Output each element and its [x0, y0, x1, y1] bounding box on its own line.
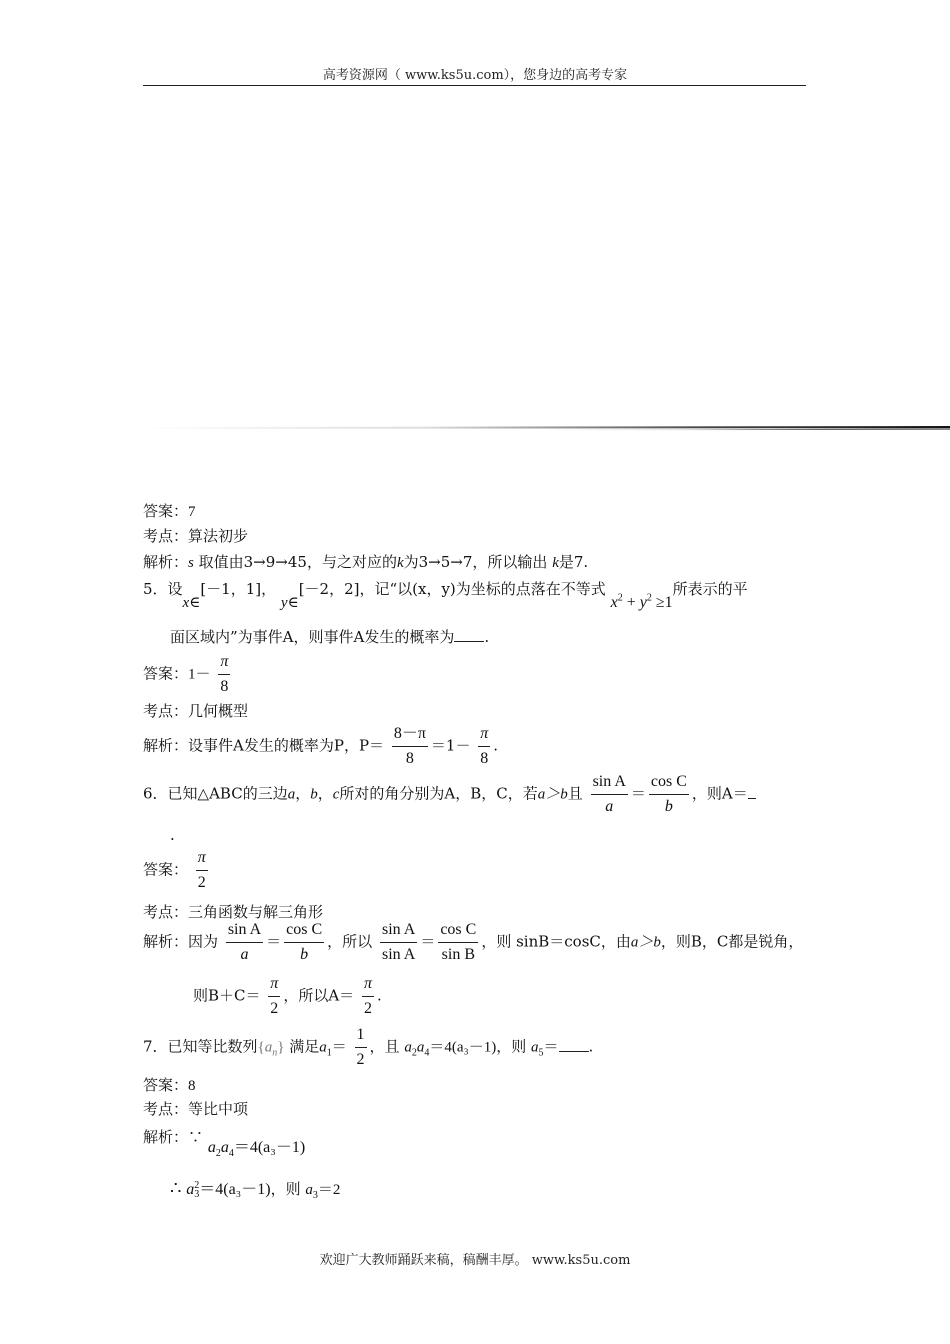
q6-analysis-line1: 解析：因为 $\frac{\text{sin A}}{a}$ ＝ $\frac{\text{cos C}}{b}$ ，所以 $\frac{\text{sin A}}{\text{sin A}}$ ＝ $\frac{\text{cos C}}{\text{sin B}}$ ，则 sinB＝cosC，由a＞b，则B，C都是锐角， [143, 921, 804, 963]
q6-stem-line1: 6．已知△ABC的三边a，b，c所对的角分别为A，B，C，若a＞b且 $\frac{\text{sin A}}{a}$ ＝ $\frac{\text{cos C}}{b}$ ，则A＝ [143, 772, 756, 817]
q5-analysis-line: 解析：设事件A发生的概率为P，P＝ $\frac{8-\pi}{8}$ ＝1－ $\frac{\pi}{8}$ . [143, 725, 499, 767]
header-rule [143, 85, 806, 86]
q7-analysis-line1: 解析：∵ $a_2a_4=4(a_3-1)$ [143, 1128, 306, 1160]
q7-stem: 7．已知等比数列$\{a_n\}$ 满足$a_1=$ $\frac{1}{2}$ ，且 $a_2a_4=4(a_3-1)$，则 $a_5=$ . [143, 1026, 594, 1068]
scan-artifact-line [143, 424, 950, 434]
q6-stem-line2: . [170, 826, 175, 844]
q5-stem-line1: 5．设x∈[－1，1]， y∈[－2，2]，记“以(x，y)为坐标的点落在不等式 $x^2 + y^2 \ge 1$所表示的平 [143, 580, 748, 611]
q4-answer-line: 答案：7 [143, 502, 196, 520]
page-header: 高考资源网（ www.ks5u.com），您身边的高考专家 [322, 68, 628, 83]
q4-topic-line: 考点：算法初步 [143, 527, 249, 545]
q7-answer-line: 答案：8 [143, 1076, 196, 1094]
q6-topic-line: 考点：三角函数与解三角形 [143, 903, 324, 921]
q7-topic-line: 考点：等比中项 [143, 1100, 249, 1118]
q6-answer-line: 答案： $\frac{\pi}{2}$ [143, 849, 206, 891]
q5-stem-line2: 面区域内”为事件A，则事件A发生的概率为 . [170, 628, 490, 646]
q4-analysis-line: 解析：s 取值由3→9→45，与之对应的k为3→5→7，所以输出 k是7. [143, 553, 589, 571]
q5-answer-line: 答案：1－ $\frac{\pi}{8}$ [143, 653, 229, 695]
q7-analysis-line2: ∴ a2 3＝4(a₃－1)，则 $a_3=2$ [170, 1178, 341, 1201]
q6-analysis-line2: 则B＋C＝ $\frac{\pi}{2}$ ，所以A＝ $\frac{\pi}{2}$ . [193, 975, 382, 1017]
page-footer: 欢迎广大教师踊跃来稿，稿酬丰厚。 www.ks5u.com [319, 1253, 631, 1268]
q5-topic-line: 考点：几何概型 [143, 702, 249, 720]
